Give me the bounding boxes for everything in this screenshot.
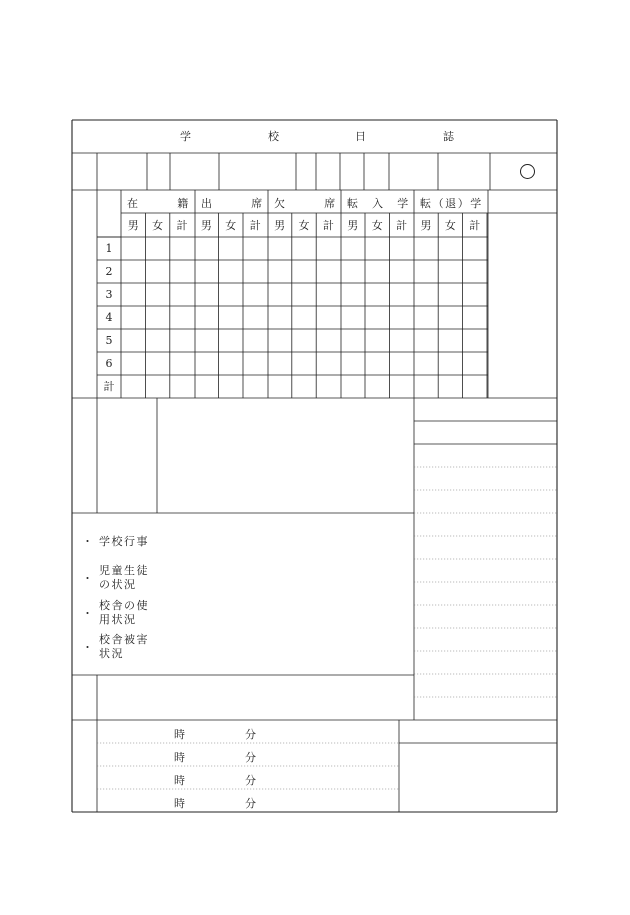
patrol-minute-label: 分 [245,774,256,787]
attendance-row-label: 4 [105,311,113,324]
event-item-label: 用状況 [99,613,137,626]
attendance-subheader: 男 [200,219,212,232]
attendance-subheader: 男 [347,219,359,232]
attendance-subheader: 女 [152,219,164,232]
title-char-2: 校 [268,130,279,143]
event-item-label: 状況 [99,647,124,660]
event-item-label: 校舎の使 [99,599,149,612]
attendance-subheader: 計 [249,219,261,232]
attendance-subheader: 女 [298,219,310,232]
patrol-minute-label: 分 [245,797,256,810]
attendance-subheader: 計 [322,219,334,232]
patrol-hour-label: 時 [174,728,185,741]
event-bullet: ・ [82,535,93,548]
attendance-subheader: 計 [176,219,188,232]
attendance-subheader: 女 [225,219,237,232]
attendance-group-1: 在 籍 [127,197,189,210]
attendance-row-label: 3 [105,288,113,301]
attendance-row-label: 2 [105,265,113,278]
attendance-subheader: 計 [396,219,408,232]
attendance-subheader: 男 [420,219,432,232]
event-item-label: 学校行事 [99,535,149,548]
attendance-subheader: 計 [469,219,481,232]
attendance-group-5: 転 （ 退 ） 学 [420,197,482,210]
attendance-row-label: 1 [105,242,113,255]
patrol-hour-label: 時 [174,774,185,787]
event-item-label: 児童生徒 [99,564,149,577]
attendance-subheader: 男 [274,219,286,232]
title-char-3: 日 [355,130,366,143]
attendance-row-label: 5 [105,334,113,347]
event-item-label: 校舎被害 [99,633,149,646]
attendance-row-label: 計 [103,380,115,393]
title-char-1: 学 [180,130,191,143]
attendance-subheader: 女 [444,219,456,232]
attendance-subheader: 男 [127,219,139,232]
attendance-row-label: 6 [105,357,113,370]
event-item-label: の状況 [99,578,137,591]
event-bullet: ・ [82,572,93,585]
seal-mark [520,164,535,179]
attendance-group-2: 出 席 [201,197,263,210]
patrol-minute-label: 分 [245,728,256,741]
patrol-hour-label: 時 [174,751,185,764]
attendance-subheader: 女 [371,219,383,232]
attendance-group-4: 転 入 学 [347,197,409,210]
title-char-4: 誌 [443,130,454,143]
attendance-group-3: 欠 席 [274,197,336,210]
event-bullet: ・ [82,607,93,620]
event-bullet: ・ [82,641,93,654]
patrol-minute-label: 分 [245,751,256,764]
patrol-hour-label: 時 [174,797,185,810]
